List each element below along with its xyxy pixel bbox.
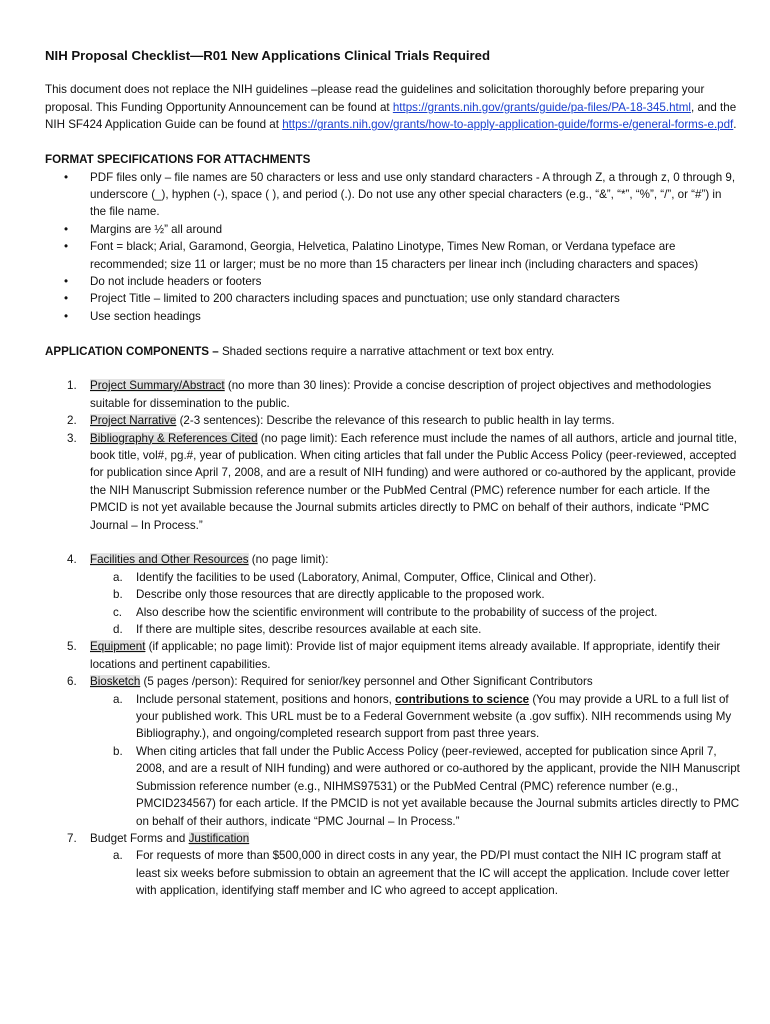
document-title: NIH Proposal Checklist—R01 New Applications Clinical Trials Required	[45, 48, 491, 63]
facilities-sublist	[90, 569, 740, 639]
bullet-icon: •	[64, 170, 69, 184]
project-narrative-label: Project Narrative	[90, 414, 177, 428]
facilities-label: Facilities and Other Resources	[90, 553, 249, 567]
sub-item: a. For requests of more than $500,000 in direct costs in any year, the PD/PI must contact the NIH IC program staff at least six weeks before submission to obtain an agreement that the IC will accept the application. Include cover letter with application, identifying staff member and IC who agreed to accept application.	[113, 849, 730, 898]
bullet-icon: •	[64, 274, 69, 288]
sub-item: a. Identify the facilities to be used (Laboratory, Animal, Computer, Office, Clinical and Other).	[113, 570, 597, 584]
bullet-icon: •	[64, 240, 69, 254]
contributions-to-science-emphasis: contributions to science	[395, 692, 530, 706]
components-heading-label: APPLICATION COMPONENTS –	[45, 344, 222, 358]
components-list	[45, 377, 740, 534]
component-item-bibliography: 3. Bibliography & References Cited (no page limit): Each reference must include the names of all authors, article and journal title, book title, vol#, pg.#, year of publication. When citing articles that fall under the Public Access Policy (peer-reviewed, accepted for publication since April 7, 2008, and are a result of NIH funding) and were authored or co-authored by the applicant, provide the NIH Manuscript Submission reference number or the PubMed Central (PMC) reference number for each article. If the PMCID is not yet available because the Journal submits articles directly to PMC on behalf of their authors, indicate “PMC Journal – In Process.”	[67, 431, 738, 532]
bullet-item: • Do not include headers or footers	[45, 273, 740, 290]
intro-text-3: .	[733, 118, 737, 132]
components-heading-note: Shaded sections require a narrative attachment or text box entry.	[221, 344, 555, 358]
project-summary-label: Project Summary/Abstract	[90, 379, 225, 393]
budget-sublist	[90, 847, 740, 899]
component-item-project-narrative: 2. Project Narrative (2-3 sentences): Describe the relevance of this research to public health in lay terms.	[67, 414, 615, 428]
sub-item: d. If there are multiple sites, describe resources available at each site.	[113, 623, 482, 637]
application-guide-link[interactable]: https://grants.nih.gov/grants/how-to-apply-application-guide/forms-e/general-forms-e.pdf	[282, 118, 734, 132]
format-heading: FORMAT SPECIFICATIONS FOR ATTACHMENTS	[45, 153, 311, 167]
component-item-budget: 7. Budget Forms and Justification a. For requests of more than $500,000 in direct costs in any year, the PD/PI must contact the NIH IC program staff at least six weeks before submission to obtain an agreement that the IC will accept the application. Include cover letter with application, identifying staff member and IC who agreed to accept application.	[45, 830, 740, 900]
equipment-label: Equipment	[90, 640, 146, 654]
format-bullet-list	[45, 169, 740, 326]
biosketch-label: Biosketch	[90, 675, 141, 689]
intro-text-2: , and the NIH SF424 Application Guide can be found at	[45, 100, 737, 132]
bibliography-label: Bibliography & References Cited	[90, 431, 258, 445]
bullet-icon: •	[64, 292, 69, 306]
sub-item: a. Include personal statement, positions and honors, contributions to science (You may provide a URL to a full list of your published work. This URL must be to a Federal Government website (a .gov suffix). NIH recommends using My Bibliography.), and ongoing/completed research support from past three years.	[113, 692, 732, 741]
biosketch-sublist	[90, 691, 740, 830]
bullet-icon: •	[64, 222, 69, 236]
component-item-facilities: 4. Facilities and Other Resources (no page limit): a. Identify the facilities to be used (Laboratory, Animal, Computer, Office, Clinical and Other). b. Describe only those resources that are directly applicable to the proposed work. c. Also describe how the scientific environment will contribute to the probability of success of the project. d. If there are multiple sites, describe resources available at each site.	[45, 551, 740, 638]
component-item-biosketch: 6. Biosketch (5 pages /person): Required for senior/key personnel and Other Significant Contributors a. Include personal statement, positions and honors, contributions to science (You may provide a URL to a full list of your published work. This URL must be to a Federal Government website (a .gov suffix). NIH recommends using My Bibliography.), and ongoing/completed research support from past three years. b. When citing articles that fall under the Public Access Policy (peer-reviewed, accepted for publication since April 7, 2008, and are a result of NIH funding) and were authored or co-authored by the applicant, provide the NIH Manuscript Submission reference number (e.g., NIHMS97531) or the PubMed Central (PMC) reference number (e.g., PMCID234567) for each article. If the PMCID is not yet available because the Journal submits articles directly to PMC on behalf of their authors, indicate “PMC Journal – In Process.”	[45, 673, 740, 830]
bullet-item: • PDF files only – file names are 50 characters or less and use only standard characters - A through Z, a through z, 0 through 9, underscore (_), hyphen (-), space ( ), and period (.). Do not use any other special characters (e.g., “&”, “*”, “%”, “/”, or “#”) in the file name.	[64, 170, 736, 219]
sub-item: b. When citing articles that fall under the Public Access Policy (peer-reviewed, accepted for publication since April 7, 2008, and are a result of NIH funding) and were authored or co-authored by the applicant, provide the NIH Manuscript Submission reference number (e.g., NIHMS97531) or the PubMed Central (PMC) reference number (e.g., PMCID234567) for each article. If the PMCID is not yet available because the Journal submits articles directly to PMC on behalf of their authors, indicate “PMC Journal – In Process.”	[113, 744, 740, 828]
funding-announcement-link[interactable]: https://grants.nih.gov/grants/guide/pa-files/PA-18-345.html	[392, 100, 692, 114]
component-item-project-summary: 1. Project Summary/Abstract (no more than 30 lines): Provide a concise description of project objectives and methodologies suitable for dissemination to the public.	[67, 379, 712, 410]
bullet-item: • Font = black; Arial, Garamond, Georgia, Helvetica, Palatino Linotype, Times New Roman, or Verdana typeface are recommended; size 11 or larger; must be no more than 15 characters per linear inch (including characters and spaces)	[64, 240, 699, 271]
bullet-item: • Project Title – limited to 200 characters including spaces and punctuation; use only standard characters	[45, 290, 740, 307]
component-item-equipment: 5. Equipment (if applicable; no page limit): Provide list of major equipment items already available. If appropriate, identify their locations and pertinent capabilities.	[67, 640, 721, 671]
intro-paragraph	[45, 81, 740, 133]
intro-text-1: This document does not replace the NIH guidelines –please read the guidelines and solicitation thoroughly before preparing your proposal. This Funding Opportunity Announcement can be found at	[45, 83, 705, 114]
justification-label: Justification	[188, 831, 250, 845]
sub-item: c. Also describe how the scientific environment will contribute to the probability of success of the project.	[113, 605, 658, 619]
components-heading	[45, 343, 740, 360]
bullet-item: • Margins are ½” all around	[45, 221, 740, 238]
bullet-item: • Use section headings	[45, 308, 740, 325]
sub-item: b. Describe only those resources that are directly applicable to the proposed work.	[113, 588, 545, 602]
bullet-icon: •	[64, 309, 69, 323]
components-list-continued	[45, 551, 740, 899]
